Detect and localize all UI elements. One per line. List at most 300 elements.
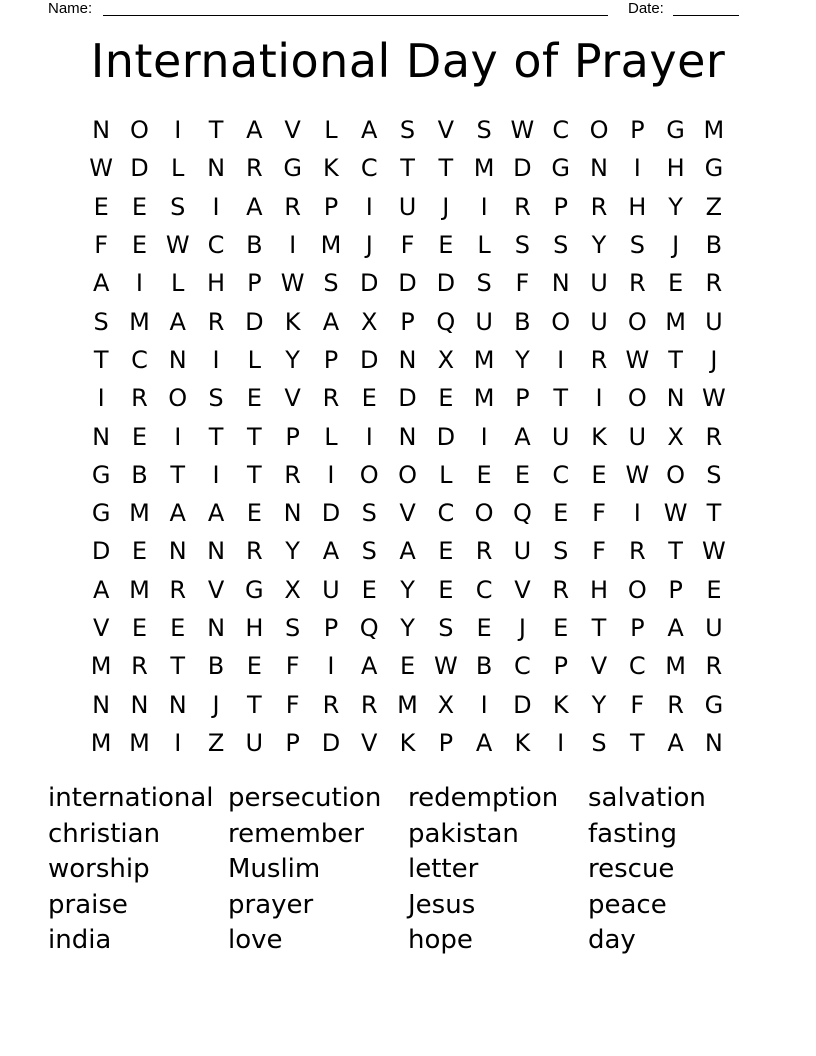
grid-letter[interactable]: K bbox=[514, 728, 531, 757]
grid-letter[interactable]: I bbox=[480, 192, 488, 221]
word-list-item: salvation bbox=[588, 783, 706, 813]
grid-letter[interactable]: F bbox=[515, 269, 530, 298]
grid-letter[interactable]: O bbox=[589, 116, 609, 145]
grid-letter[interactable]: R bbox=[245, 154, 263, 183]
grid-letter[interactable]: E bbox=[706, 575, 722, 604]
grid-letter[interactable]: N bbox=[398, 422, 417, 451]
grid-letter[interactable]: W bbox=[702, 537, 726, 566]
grid-letter[interactable]: J bbox=[672, 231, 680, 260]
grid-letter[interactable]: A bbox=[667, 614, 684, 642]
grid-letter[interactable]: O bbox=[627, 575, 647, 604]
grid-letter[interactable]: P bbox=[438, 728, 454, 757]
grid-letter[interactable]: G bbox=[551, 154, 571, 183]
grid-letter[interactable]: O bbox=[474, 499, 494, 528]
grid-letter[interactable]: I bbox=[557, 345, 565, 374]
grid-letter[interactable]: R bbox=[552, 575, 570, 604]
grid-letter[interactable]: U bbox=[551, 422, 570, 451]
grid-letter[interactable]: A bbox=[92, 575, 110, 604]
grid-letter[interactable]: E bbox=[361, 575, 377, 604]
grid-letter[interactable]: I bbox=[480, 422, 488, 451]
grid-letter[interactable]: P bbox=[630, 614, 645, 642]
grid-letter[interactable]: B bbox=[246, 231, 263, 260]
grid-letter[interactable]: I bbox=[174, 116, 182, 145]
grid-letter[interactable]: Y bbox=[591, 690, 607, 719]
grid-letter[interactable]: W bbox=[165, 231, 190, 260]
grid-letter[interactable]: N bbox=[168, 537, 187, 566]
grid-letter[interactable]: D bbox=[321, 499, 341, 528]
grid-letter[interactable]: H bbox=[628, 192, 647, 221]
grid-letter[interactable]: T bbox=[629, 728, 645, 757]
grid-letter[interactable]: V bbox=[284, 384, 301, 413]
grid-letter[interactable]: P bbox=[630, 116, 645, 145]
grid-letter[interactable]: E bbox=[399, 652, 416, 681]
grid-letter[interactable]: S bbox=[476, 116, 492, 145]
grid-letter[interactable]: N bbox=[207, 154, 226, 183]
grid-letter[interactable]: T bbox=[93, 345, 109, 374]
grid-letter[interactable]: Z bbox=[207, 728, 225, 757]
grid-letter[interactable]: R bbox=[131, 652, 148, 681]
grid-letter[interactable]: T bbox=[208, 422, 224, 451]
grid-letter[interactable]: L bbox=[324, 422, 338, 451]
grid-letter[interactable]: M bbox=[473, 345, 495, 374]
grid-letter[interactable]: A bbox=[169, 307, 186, 336]
grid-letter[interactable]: K bbox=[323, 154, 339, 183]
grid-letter[interactable]: T bbox=[706, 499, 722, 528]
grid-letter[interactable]: D bbox=[398, 384, 417, 413]
grid-letter[interactable]: G bbox=[283, 154, 302, 183]
grid-letter[interactable]: A bbox=[92, 269, 110, 298]
grid-letter[interactable]: S bbox=[361, 499, 377, 528]
grid-letter[interactable]: N bbox=[666, 384, 685, 413]
grid-letter[interactable]: S bbox=[629, 231, 645, 260]
grid-letter[interactable]: E bbox=[170, 614, 186, 642]
grid-letter[interactable]: Y bbox=[400, 575, 415, 604]
grid-letter[interactable]: E bbox=[131, 537, 148, 566]
grid-letter[interactable]: A bbox=[667, 728, 684, 757]
grid-letter[interactable]: I bbox=[365, 192, 373, 221]
grid-letter[interactable]: D bbox=[513, 154, 532, 183]
grid-letter[interactable]: R bbox=[705, 652, 723, 681]
grid-letter[interactable]: A bbox=[246, 192, 263, 221]
grid-letter[interactable]: I bbox=[212, 192, 220, 221]
grid-letter[interactable]: C bbox=[207, 231, 225, 260]
grid-letter[interactable]: V bbox=[92, 614, 110, 642]
grid-letter[interactable]: U bbox=[590, 307, 608, 336]
grid-letter[interactable]: E bbox=[514, 460, 530, 489]
grid-letter[interactable]: Z bbox=[705, 192, 723, 221]
grid-letter[interactable]: U bbox=[705, 614, 723, 642]
grid-letter[interactable]: W bbox=[663, 499, 688, 528]
grid-letter[interactable]: N bbox=[551, 269, 570, 298]
grid-letter[interactable]: U bbox=[705, 307, 723, 336]
grid-letter[interactable]: N bbox=[207, 537, 226, 566]
grid-letter[interactable]: I bbox=[174, 422, 182, 451]
grid-letter[interactable]: L bbox=[247, 345, 262, 374]
word-list-item: persecution bbox=[228, 783, 382, 813]
grid-letter[interactable]: Q bbox=[359, 614, 379, 642]
grid-letter[interactable]: N bbox=[92, 116, 111, 145]
grid-letter[interactable]: F bbox=[592, 499, 606, 528]
grid-letter[interactable]: A bbox=[207, 499, 225, 528]
grid-letter[interactable]: M bbox=[90, 652, 112, 681]
grid-letter[interactable]: M bbox=[90, 728, 112, 757]
grid-letter[interactable]: I bbox=[327, 652, 335, 681]
grid-letter[interactable]: B bbox=[514, 307, 531, 336]
grid-letter[interactable]: I bbox=[595, 384, 603, 413]
grid-letter[interactable]: R bbox=[705, 422, 723, 451]
grid-letter[interactable]: P bbox=[323, 614, 339, 642]
grid-letter[interactable]: S bbox=[438, 614, 454, 642]
grid-letter[interactable]: T bbox=[170, 652, 186, 681]
grid-letter[interactable]: Y bbox=[515, 345, 530, 374]
grid-letter[interactable]: D bbox=[245, 307, 264, 336]
grid-letter[interactable]: S bbox=[170, 192, 186, 221]
grid-letter[interactable]: E bbox=[93, 192, 109, 221]
grid-letter[interactable]: P bbox=[553, 652, 568, 681]
grid-letter[interactable]: H bbox=[245, 614, 264, 642]
grid-letter[interactable]: E bbox=[131, 422, 148, 451]
grid-letter[interactable]: T bbox=[247, 460, 262, 489]
grid-letter[interactable]: N bbox=[398, 345, 417, 374]
grid-letter[interactable]: U bbox=[398, 192, 417, 221]
grid-letter[interactable]: T bbox=[668, 345, 683, 374]
grid-letter[interactable]: J bbox=[212, 690, 220, 719]
grid-letter[interactable]: G bbox=[704, 690, 724, 719]
grid-letter[interactable]: N bbox=[207, 614, 226, 642]
grid-letter[interactable]: R bbox=[131, 384, 148, 413]
grid-letter[interactable]: O bbox=[359, 460, 379, 489]
grid-letter[interactable]: O bbox=[398, 460, 417, 489]
grid-letter[interactable]: T bbox=[247, 690, 262, 719]
grid-letter[interactable]: A bbox=[514, 422, 531, 451]
grid-letter[interactable]: U bbox=[475, 307, 493, 336]
grid-letter[interactable]: C bbox=[514, 652, 531, 681]
grid-letter[interactable]: O bbox=[551, 307, 571, 336]
grid-letter[interactable]: F bbox=[592, 537, 606, 566]
letter-grid bbox=[82, 111, 733, 762]
grid-letter[interactable]: G bbox=[704, 154, 724, 183]
grid-letter[interactable]: F bbox=[630, 690, 645, 719]
grid-letter[interactable]: M bbox=[129, 307, 150, 336]
grid-letter[interactable]: Y bbox=[668, 192, 683, 221]
grid-letter[interactable]: R bbox=[705, 269, 723, 298]
grid-letter[interactable]: L bbox=[439, 460, 453, 489]
grid-letter[interactable]: S bbox=[361, 537, 377, 566]
grid-letter[interactable]: U bbox=[322, 575, 340, 604]
grid-letter[interactable]: E bbox=[131, 231, 148, 260]
grid-letter[interactable]: J bbox=[518, 614, 526, 642]
grid-letter[interactable]: D bbox=[436, 269, 456, 298]
grid-letter[interactable]: D bbox=[513, 690, 532, 719]
grid-letter[interactable]: M bbox=[473, 154, 495, 183]
grid-letter[interactable]: R bbox=[628, 269, 646, 298]
grid-letter[interactable]: I bbox=[480, 690, 488, 719]
grid-letter[interactable]: L bbox=[171, 269, 185, 298]
grid-letter[interactable]: I bbox=[289, 231, 297, 260]
grid-letter[interactable]: J bbox=[710, 345, 718, 374]
grid-letter[interactable]: Q bbox=[512, 499, 532, 528]
grid-letter[interactable]: N bbox=[92, 690, 111, 719]
grid-letter[interactable]: F bbox=[400, 231, 415, 260]
grid-letter[interactable]: C bbox=[131, 345, 148, 374]
grid-letter[interactable]: B bbox=[207, 652, 225, 681]
grid-letter[interactable]: X bbox=[437, 345, 455, 374]
grid-letter[interactable]: A bbox=[399, 537, 416, 566]
grid-row bbox=[82, 724, 733, 762]
grid-row bbox=[82, 609, 733, 647]
grid-letter[interactable]: S bbox=[208, 384, 224, 413]
grid-letter[interactable]: D bbox=[130, 154, 149, 183]
date-blank-line[interactable] bbox=[673, 15, 739, 16]
grid-letter[interactable]: R bbox=[667, 690, 684, 719]
grid-letter[interactable]: M bbox=[703, 116, 725, 145]
grid-letter[interactable]: J bbox=[365, 231, 373, 260]
grid-letter[interactable]: I bbox=[557, 728, 565, 757]
grid-letter[interactable]: M bbox=[129, 499, 150, 528]
grid-letter[interactable]: T bbox=[170, 460, 186, 489]
grid-letter[interactable]: V bbox=[284, 116, 301, 145]
grid-letter[interactable]: E bbox=[438, 231, 454, 260]
grid-letter[interactable]: T bbox=[400, 154, 415, 183]
grid-letter[interactable]: G bbox=[91, 499, 111, 528]
grid-letter[interactable]: V bbox=[514, 575, 531, 604]
grid-letter[interactable]: S bbox=[553, 537, 569, 566]
grid-letter[interactable]: W bbox=[89, 154, 114, 183]
grid-letter[interactable]: I bbox=[135, 269, 143, 298]
grid-letter[interactable]: S bbox=[706, 460, 722, 489]
grid-letter[interactable]: E bbox=[591, 460, 607, 489]
grid-letter[interactable]: M bbox=[129, 575, 150, 604]
grid-letter[interactable]: P bbox=[400, 307, 415, 336]
grid-letter[interactable]: E bbox=[553, 614, 569, 642]
grid-letter[interactable]: N bbox=[130, 690, 149, 719]
grid-letter[interactable]: M bbox=[129, 728, 150, 757]
grid-letter[interactable]: M bbox=[665, 652, 686, 681]
word-list-item: rescue bbox=[588, 854, 675, 884]
grid-letter[interactable]: D bbox=[436, 422, 456, 451]
grid-letter[interactable]: D bbox=[398, 269, 417, 298]
grid-letter[interactable]: A bbox=[169, 499, 186, 528]
grid-letter[interactable]: T bbox=[668, 537, 683, 566]
grid-letter[interactable]: X bbox=[667, 422, 684, 451]
grid-letter[interactable]: E bbox=[668, 269, 684, 298]
grid-letter[interactable]: B bbox=[475, 652, 493, 681]
grid-letter[interactable]: S bbox=[591, 728, 607, 757]
grid-letter[interactable]: F bbox=[94, 231, 109, 260]
grid-letter[interactable]: T bbox=[438, 154, 454, 183]
grid-letter[interactable]: V bbox=[361, 728, 378, 757]
grid-letter[interactable]: X bbox=[284, 575, 301, 604]
grid-letter[interactable]: O bbox=[627, 384, 647, 413]
grid-letter[interactable]: S bbox=[93, 307, 109, 336]
grid-letter[interactable]: R bbox=[590, 345, 608, 374]
grid-letter[interactable]: M bbox=[665, 307, 686, 336]
grid-letter[interactable]: B bbox=[131, 460, 148, 489]
grid-letter[interactable]: O bbox=[627, 307, 647, 336]
grid-letter[interactable]: R bbox=[284, 192, 301, 221]
grid-letter[interactable]: W bbox=[433, 652, 458, 681]
grid-letter[interactable]: N bbox=[283, 499, 302, 528]
grid-letter[interactable]: W bbox=[702, 384, 726, 413]
grid-letter[interactable]: O bbox=[666, 460, 686, 489]
grid-letter[interactable]: T bbox=[208, 116, 224, 145]
grid-letter[interactable]: R bbox=[207, 307, 225, 336]
grid-letter[interactable]: U bbox=[245, 728, 264, 757]
grid-letter[interactable]: Q bbox=[436, 307, 456, 336]
grid-letter[interactable]: P bbox=[285, 422, 300, 451]
grid-letter[interactable]: W bbox=[280, 269, 305, 298]
grid-letter[interactable]: X bbox=[437, 690, 455, 719]
grid-letter[interactable]: V bbox=[399, 499, 416, 528]
grid-letter[interactable]: B bbox=[705, 231, 723, 260]
grid-letter[interactable]: S bbox=[553, 231, 569, 260]
grid-letter[interactable]: N bbox=[168, 690, 187, 719]
grid-letter[interactable]: I bbox=[365, 422, 373, 451]
grid-letter[interactable]: E bbox=[131, 192, 148, 221]
grid-letter[interactable]: P bbox=[247, 269, 262, 298]
grid-letter[interactable]: C bbox=[628, 652, 646, 681]
grid-letter[interactable]: E bbox=[476, 614, 492, 642]
grid-letter[interactable]: N bbox=[590, 154, 608, 183]
grid-letter[interactable]: D bbox=[359, 345, 379, 374]
grid-letter[interactable]: I bbox=[212, 460, 220, 489]
word-list-item: india bbox=[48, 925, 112, 955]
grid-letter[interactable]: A bbox=[361, 116, 378, 145]
grid-letter[interactable]: C bbox=[552, 460, 570, 489]
grid-letter[interactable]: T bbox=[247, 422, 262, 451]
grid-letter[interactable]: F bbox=[285, 690, 300, 719]
grid-letter[interactable]: N bbox=[704, 728, 723, 757]
grid-letter[interactable]: C bbox=[475, 575, 493, 604]
grid-letter[interactable]: M bbox=[320, 231, 342, 260]
grid-letter[interactable]: L bbox=[324, 116, 338, 145]
grid-letter[interactable]: R bbox=[245, 537, 263, 566]
grid-letter[interactable]: R bbox=[284, 460, 301, 489]
grid-row bbox=[82, 685, 733, 723]
grid-letter[interactable]: E bbox=[476, 460, 492, 489]
grid-letter[interactable]: D bbox=[91, 537, 111, 566]
grid-letter[interactable]: E bbox=[438, 537, 454, 566]
grid-letter[interactable]: V bbox=[590, 652, 608, 681]
grid-letter[interactable]: S bbox=[323, 269, 339, 298]
grid-letter[interactable]: P bbox=[553, 192, 568, 221]
grid-letter[interactable]: R bbox=[590, 192, 608, 221]
grid-letter[interactable]: D bbox=[321, 728, 341, 757]
grid-letter[interactable]: H bbox=[207, 269, 226, 298]
grid-letter[interactable]: C bbox=[437, 499, 455, 528]
grid-letter[interactable]: G bbox=[91, 460, 111, 489]
grid-letter[interactable]: S bbox=[285, 614, 301, 642]
grid-letter[interactable]: G bbox=[245, 575, 264, 604]
grid-letter[interactable]: V bbox=[437, 116, 455, 145]
grid-letter[interactable]: E bbox=[438, 384, 454, 413]
grid-letter[interactable]: I bbox=[97, 384, 105, 413]
grid-letter[interactable]: H bbox=[666, 154, 685, 183]
grid-letter[interactable]: P bbox=[323, 345, 339, 374]
grid-letter[interactable]: E bbox=[246, 652, 262, 681]
grid-letter[interactable]: M bbox=[397, 690, 418, 719]
grid-letter[interactable]: L bbox=[477, 231, 491, 260]
grid-letter[interactable]: E bbox=[438, 575, 454, 604]
grid-letter[interactable]: R bbox=[514, 192, 531, 221]
name-blank-line[interactable] bbox=[103, 15, 608, 16]
grid-letter[interactable]: A bbox=[246, 116, 263, 145]
grid-letter[interactable]: P bbox=[285, 728, 300, 757]
grid-letter[interactable]: O bbox=[130, 116, 149, 145]
grid-letter[interactable]: R bbox=[628, 537, 646, 566]
grid-letter[interactable]: K bbox=[284, 307, 301, 336]
grid-letter[interactable]: R bbox=[360, 690, 378, 719]
grid-letter[interactable]: W bbox=[510, 116, 535, 145]
grid-letter[interactable]: R bbox=[322, 384, 340, 413]
grid-letter[interactable]: E bbox=[361, 384, 377, 413]
grid-letter[interactable]: F bbox=[285, 652, 300, 681]
grid-letter[interactable]: G bbox=[666, 116, 685, 145]
grid-letter[interactable]: E bbox=[131, 614, 148, 642]
grid-letter[interactable]: A bbox=[361, 652, 378, 681]
grid-letter[interactable]: K bbox=[591, 422, 607, 451]
grid-letter[interactable]: A bbox=[475, 728, 493, 757]
grid-letter[interactable]: D bbox=[359, 269, 379, 298]
grid-row bbox=[82, 188, 733, 226]
grid-letter[interactable]: Y bbox=[400, 614, 415, 642]
grid-letter[interactable]: T bbox=[553, 384, 569, 413]
grid-letter[interactable]: W bbox=[625, 345, 650, 374]
grid-letter[interactable]: X bbox=[361, 307, 378, 336]
grid-letter[interactable]: R bbox=[475, 537, 493, 566]
grid-letter[interactable]: C bbox=[552, 116, 570, 145]
grid-letter[interactable]: I bbox=[633, 499, 641, 528]
grid-letter[interactable]: T bbox=[591, 614, 607, 642]
grid-letter[interactable]: P bbox=[668, 575, 683, 604]
grid-letter[interactable]: E bbox=[246, 499, 262, 528]
grid-letter[interactable]: U bbox=[513, 537, 532, 566]
grid-letter[interactable]: M bbox=[473, 384, 495, 413]
grid-letter[interactable]: I bbox=[327, 460, 335, 489]
grid-letter[interactable]: S bbox=[476, 269, 492, 298]
grid-letter[interactable]: R bbox=[322, 690, 340, 719]
grid-letter[interactable]: N bbox=[168, 345, 187, 374]
grid-letter[interactable]: H bbox=[589, 575, 609, 604]
grid-letter[interactable]: C bbox=[360, 154, 378, 183]
grid-letter[interactable]: V bbox=[207, 575, 225, 604]
grid-letter[interactable]: K bbox=[552, 690, 569, 719]
grid-letter[interactable]: Y bbox=[285, 537, 300, 566]
grid-letter[interactable]: A bbox=[322, 307, 340, 336]
grid-letter[interactable]: Y bbox=[591, 231, 607, 260]
grid-letter[interactable]: I bbox=[174, 728, 182, 757]
grid-letter[interactable]: E bbox=[553, 499, 569, 528]
grid-letter[interactable]: P bbox=[323, 192, 339, 221]
grid-letter[interactable]: O bbox=[168, 384, 188, 413]
grid-letter[interactable]: A bbox=[322, 537, 340, 566]
grid-letter[interactable]: R bbox=[169, 575, 187, 604]
grid-letter[interactable]: S bbox=[514, 231, 531, 260]
grid-letter[interactable]: U bbox=[590, 269, 608, 298]
grid-letter[interactable]: I bbox=[212, 345, 220, 374]
grid-letter[interactable]: K bbox=[399, 728, 416, 757]
grid-letter[interactable]: E bbox=[246, 384, 262, 413]
grid-letter[interactable]: U bbox=[628, 422, 647, 451]
grid-letter[interactable]: S bbox=[399, 116, 416, 145]
grid-letter[interactable]: J bbox=[442, 192, 450, 221]
grid-letter[interactable]: W bbox=[625, 460, 650, 489]
grid-letter[interactable]: Y bbox=[285, 345, 300, 374]
grid-letter[interactable]: I bbox=[633, 154, 641, 183]
grid-letter[interactable]: N bbox=[92, 422, 111, 451]
grid-letter[interactable]: L bbox=[171, 154, 185, 183]
grid-letter[interactable]: P bbox=[515, 384, 530, 413]
